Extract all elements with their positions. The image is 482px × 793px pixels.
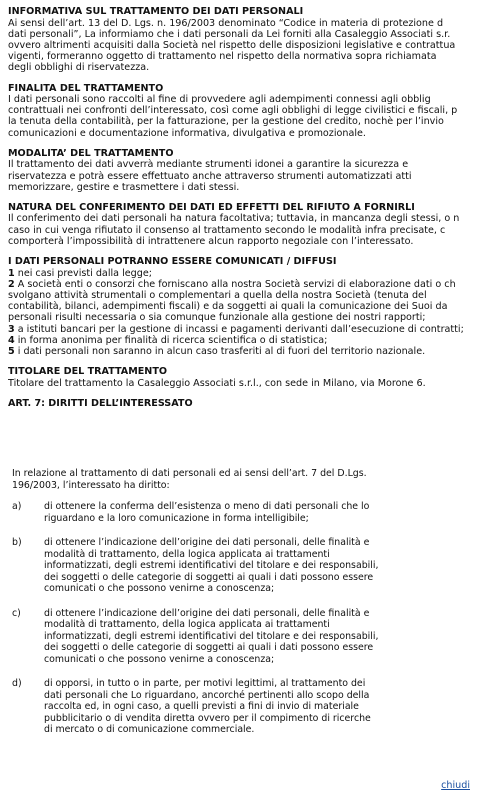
list-item xyxy=(8,279,482,290)
section-title: MODALITA’ DEL TRATTAMENTO xyxy=(8,147,174,159)
item-continuation: svolgano attività strumentali o complementari a quella della nostra Società (tenuta del xyxy=(8,289,427,301)
right-line: di mercato o di comunicazione commerciale. xyxy=(44,724,255,735)
item-continuation: personali risulti necessaria o sia comunque funzionale alla gestione dei nostri rapporti; xyxy=(8,312,426,324)
item-text: i dati personali non saranno in alcun caso trasferiti al di fuori del territorio nazionale. xyxy=(14,345,426,357)
right-line: di opporsi, in tutto o in parte, per motivi legittimi, al trattamento dei xyxy=(44,678,366,689)
right-label: b) xyxy=(12,537,22,548)
section-line: Il trattamento dei dati avverrà mediante strumenti idonei a garantire la sicurezza e xyxy=(8,159,409,171)
item-number: 1 xyxy=(8,267,15,279)
section-line: memorizzare, gestire e trasmettere i dati stessi. xyxy=(8,181,240,193)
section-title: I DATI PERSONALI POTRANNO ESSERE COMUNICATI / DIFFUSI xyxy=(8,256,337,268)
section-title: TITOLARE DEL TRATTAMENTO xyxy=(8,366,168,378)
right-line: comunicati o che possono venirne a conoscenza; xyxy=(44,583,275,594)
list-item xyxy=(8,346,482,357)
right-line: comunicati o che possono venirne a conoscenza; xyxy=(44,653,275,665)
item-text: A società enti o consorzi che forniscano alla nostra Società servizi di elaborazione dati o ch xyxy=(14,278,456,290)
section-line: caso in cui venga rifiutato il consenso al trattamento secondo le modalità infra precisate, c xyxy=(8,224,446,236)
list-item xyxy=(8,335,482,346)
right-line: riguardano e la loro comunicazione in forma intelligibile; xyxy=(44,512,309,524)
section-line: Ai sensi dell’art. 13 del D. Lgs. n. 196/2003 denominato “Codice in materia di protezione d xyxy=(8,17,444,29)
right-text xyxy=(44,678,404,736)
right-text xyxy=(44,608,404,666)
item-number: 5 xyxy=(8,345,15,357)
section-line: vigenti, formeranno oggetto di trattamento nel rispetto della normativa sopra richiamata xyxy=(8,51,437,63)
item-number: 3 xyxy=(8,323,15,335)
right-text xyxy=(44,501,404,524)
item-continuation: contabilità, bilanci, adempimenti fiscali) e da soggetti ai quali la comunicazione dei Suoi da xyxy=(8,301,448,313)
section-line: riservatezza e potrà essere effettuato anche attraverso strumenti automatizzati atti xyxy=(8,170,412,182)
right-label: a) xyxy=(12,501,22,512)
rights-intro xyxy=(12,468,404,491)
right-line: di ottenere l’indicazione dell’origine dei dati personali, delle finalità e xyxy=(44,607,370,619)
section-line: Il conferimento dei dati personali ha natura facoltativa; tuttavia, in mancanza degli stessi, o n xyxy=(8,213,460,225)
right-line: di ottenere l’indicazione dell’origine dei dati personali, delle finalità e xyxy=(44,537,370,548)
right-item-c xyxy=(12,608,404,666)
right-line: raccolta ed, in ogni caso, a quelli previsti a fini di invio di materiale xyxy=(44,701,359,712)
section-modalita xyxy=(8,148,482,193)
right-item-d xyxy=(12,678,404,736)
section-title: INFORMATIVA SUL TRATTAMENTO DEI DATI PERSONALI xyxy=(8,6,304,17)
right-line: informatizzati, degli estremi identificativi del titolare e dei responsabili, xyxy=(44,560,379,571)
right-line: di ottenere la conferma dell’esistenza o meno di dati personali che lo xyxy=(44,501,370,512)
right-line: pubblicitario o di vendita diretta ovvero per il compimento di ricerche xyxy=(44,712,371,724)
intro-line: In relazione al trattamento di dati personali ed ai sensi dell’art. 7 del D.Lgs. xyxy=(12,468,367,479)
section-line: Titolare del trattamento la Casaleggio Associati s.r.l., con sede in Milano, via Morone 6. xyxy=(8,377,426,389)
section-line: contrattuali nei confronti dell’interessato, così come agli obblighi di legge civilistici e fiscali, p xyxy=(8,105,458,117)
rights-list xyxy=(12,468,404,749)
item-number: 2 xyxy=(8,278,15,290)
item-text: a istituti bancari per la gestione di incassi e pagamenti derivanti dall’esecuzione di contratti; xyxy=(14,323,464,335)
list-item xyxy=(8,268,482,279)
art7-title: ART. 7: DIRITTI DELL’INTERESSATO xyxy=(8,397,193,409)
list-item xyxy=(8,324,482,335)
right-text xyxy=(44,537,404,595)
intro-line: 196/2003, l’interessato ha diritto: xyxy=(12,479,170,491)
right-line: dei soggetti o delle categorie di soggetti ai quali i dati possono essere xyxy=(44,571,374,583)
close-link[interactable]: chiudi xyxy=(441,780,470,791)
item-number: 4 xyxy=(8,334,15,346)
section-titolare xyxy=(8,366,482,389)
section-line: comunicazioni e documentazione informativa, divulgativa e promozionale. xyxy=(8,127,366,139)
section-title: NATURA DEL CONFERIMENTO DEI DATI ED EFFETTI DEL RIFIUTO A FORNIRLI xyxy=(8,201,415,213)
section-informativa xyxy=(8,6,482,74)
privacy-notice xyxy=(8,6,482,409)
right-item-a xyxy=(12,501,404,524)
right-label: c) xyxy=(12,607,21,619)
right-line: modalità di trattamento, della logica applicata ai trattamenti xyxy=(44,619,330,630)
item-text: in forma anonima per finalità di ricerca scientifica o di statistica; xyxy=(14,334,328,346)
section-natura xyxy=(8,202,482,247)
section-line: dati personali”, La informiamo che i dati personali da Lei forniti alla Casaleggio Associati s.r. xyxy=(8,28,451,40)
item-text: nei casi previsti dalla legge; xyxy=(14,267,152,279)
section-comunicati xyxy=(8,256,482,357)
section-finalita xyxy=(8,83,482,139)
section-line: comporterà l’impossibilità di intrattenere alcun rapporto negoziale con l’interessato. xyxy=(8,235,414,247)
section-line: la tenuta della contabilità, per la fatturazione, per la gestione del credito, nochè per l’invio xyxy=(8,116,444,128)
section-line: I dati personali sono raccolti al fine di provvedere agli adempimenti connessi agli obblig xyxy=(8,94,431,106)
right-line: modalità di trattamento, della logica applicata ai trattamenti xyxy=(44,548,330,560)
right-item-b xyxy=(12,537,404,595)
right-line: dati personali che Lo riguardano, ancorché pertinenti allo scopo della xyxy=(44,689,370,701)
right-line: dei soggetti o delle categorie di soggetti ai quali i dati possono essere xyxy=(44,642,374,653)
right-line: informatizzati, degli estremi identificativi del titolare e dei responsabili, xyxy=(44,630,379,642)
section-line: degli obblighi di riservatezza. xyxy=(8,62,150,74)
section-line: ovvero altrimenti acquisiti dalla Società nel rispetto delle disposizioni legislative e contrattua xyxy=(8,39,456,51)
right-label: d) xyxy=(12,678,22,689)
section-title: FINALITA DEL TRATTAMENTO xyxy=(8,82,164,94)
